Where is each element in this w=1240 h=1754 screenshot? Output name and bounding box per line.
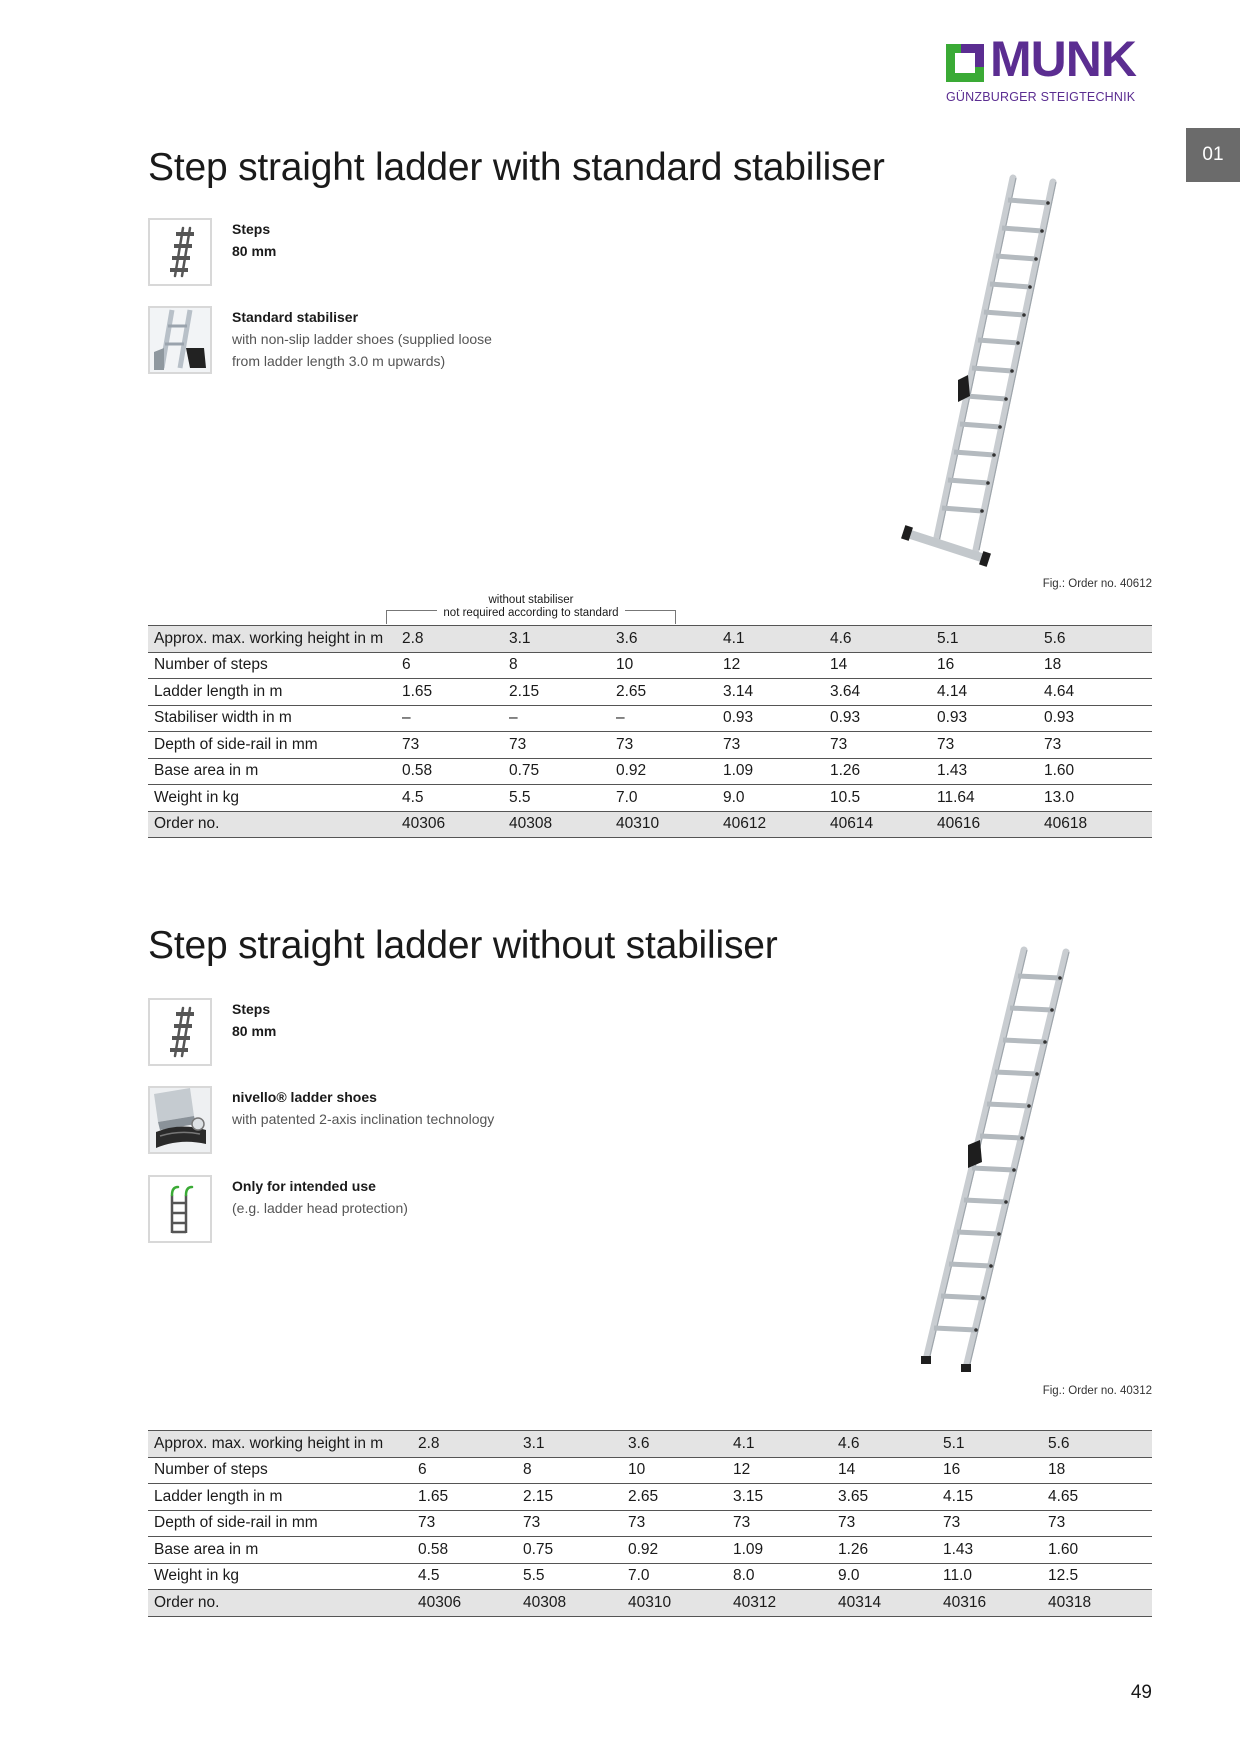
row-label: Depth of side-rail in mm (148, 732, 396, 759)
table-cell: 4.65 (1042, 1484, 1152, 1511)
feature-intended-use (148, 1175, 568, 1247)
table-row (148, 1590, 1152, 1617)
table-cell: 8.0 (727, 1563, 832, 1590)
table-cell: 5.1 (931, 626, 1038, 653)
row-label: Weight in kg (148, 785, 396, 812)
row-label: Order no. (148, 1590, 412, 1617)
table-cell: 73 (396, 732, 503, 759)
table-row (148, 705, 1152, 732)
table-cell: 4.6 (832, 1431, 937, 1458)
row-label: Approx. max. working height in m (148, 1431, 412, 1458)
table-cell: 12.5 (1042, 1563, 1152, 1590)
table-cell: 12 (717, 652, 824, 679)
row-label: Approx. max. working height in m (148, 626, 396, 653)
table-cell: 10 (622, 1457, 727, 1484)
table-cell: 7.0 (622, 1563, 727, 1590)
munk-logo-icon (946, 44, 984, 82)
table-cell: 40318 (1042, 1590, 1152, 1617)
table-cell: – (396, 705, 503, 732)
table-row (148, 1457, 1152, 1484)
table-cell: 2.65 (622, 1484, 727, 1511)
table-cell: 0.93 (931, 705, 1038, 732)
feature-text: with non-slip ladder shoes (supplied loose from ladder length 3.0 m upwards) (232, 331, 492, 369)
table-cell: – (610, 705, 717, 732)
table-cell: 3.14 (717, 679, 824, 706)
table-cell: 1.65 (412, 1484, 517, 1511)
table-cell: 11.64 (931, 785, 1038, 812)
table-cell: 1.65 (396, 679, 503, 706)
table-cell: 3.1 (503, 626, 610, 653)
table-cell: 40306 (396, 811, 503, 838)
table-cell: 40614 (824, 811, 931, 838)
table-cell: 2.65 (610, 679, 717, 706)
feature-steps (148, 998, 568, 1070)
row-label: Order no. (148, 811, 396, 838)
spec-table-with-stabiliser (148, 625, 1152, 838)
row-label: Depth of side-rail in mm (148, 1510, 412, 1537)
table-cell: 0.93 (717, 705, 824, 732)
table-cell: 1.09 (727, 1537, 832, 1564)
table-cell: 3.6 (622, 1431, 727, 1458)
table-cell: 73 (717, 732, 824, 759)
table-cell: 13.0 (1038, 785, 1152, 812)
table-cell: 4.14 (931, 679, 1038, 706)
ladder-head-icon (148, 1175, 212, 1243)
table-cell: 9.0 (832, 1563, 937, 1590)
table-cell: 73 (517, 1510, 622, 1537)
table-cell: 5.6 (1042, 1431, 1152, 1458)
table-cell: 4.1 (717, 626, 824, 653)
feature-title: Only for intended use (232, 1178, 376, 1194)
row-label: Number of steps (148, 652, 396, 679)
table-cell: 10.5 (824, 785, 931, 812)
table-cell: 4.5 (412, 1563, 517, 1590)
table-cell: 14 (832, 1457, 937, 1484)
feature-text: with patented 2-axis inclination technology (232, 1111, 495, 1127)
table-cell: 9.0 (717, 785, 824, 812)
table-row (148, 758, 1152, 785)
row-label: Ladder length in m (148, 1484, 412, 1511)
table-cell: 73 (832, 1510, 937, 1537)
table-cell: 73 (412, 1510, 517, 1537)
ladder-shoe-icon (148, 1086, 212, 1154)
table-cell: 4.1 (727, 1431, 832, 1458)
ladder-without-stabiliser-image (906, 940, 1086, 1380)
table-cell: 2.8 (412, 1431, 517, 1458)
table-cell: 73 (937, 1510, 1042, 1537)
table-cell: 6 (412, 1457, 517, 1484)
brand-name: MUNK (990, 31, 1136, 87)
table-row (148, 679, 1152, 706)
table-cell: 40310 (610, 811, 717, 838)
table-cell: 5.6 (1038, 626, 1152, 653)
table-cell: 0.93 (1038, 705, 1152, 732)
feature-text: 80 mm (232, 243, 277, 259)
table-row (148, 811, 1152, 838)
feature-title: Steps (232, 221, 271, 237)
table-cell: 2.8 (396, 626, 503, 653)
table-cell: 16 (931, 652, 1038, 679)
table-row (148, 785, 1152, 812)
row-label: Number of steps (148, 1457, 412, 1484)
chapter-tab[interactable]: 01 (1186, 128, 1240, 182)
table-cell: 3.64 (824, 679, 931, 706)
feature-text: 80 mm (232, 1023, 277, 1039)
table-row (148, 1563, 1152, 1590)
feature-stabiliser (148, 306, 568, 398)
table-cell: 8 (517, 1457, 622, 1484)
table-cell: 73 (824, 732, 931, 759)
table-cell: 73 (503, 732, 610, 759)
section-title: Step straight ladder with standard stabiliser (148, 146, 885, 189)
table-cell: 3.1 (517, 1431, 622, 1458)
feature-title: Standard stabiliser (232, 309, 359, 325)
table-cell: 5.5 (517, 1563, 622, 1590)
table-cell: 6 (396, 652, 503, 679)
table-cell: 40308 (503, 811, 610, 838)
figure-caption: Fig.: Order no. 40312 (1042, 1385, 1152, 1397)
steps-icon (148, 998, 212, 1066)
table-cell: 40316 (937, 1590, 1042, 1617)
table-cell: 73 (622, 1510, 727, 1537)
munk-logo (946, 31, 1152, 108)
row-label: Stabiliser width in m (148, 705, 396, 732)
table-cell: 12 (727, 1457, 832, 1484)
table-cell: 0.58 (396, 758, 503, 785)
table-row (148, 1484, 1152, 1511)
bracket-note-line2: not required according to standard (386, 607, 676, 620)
table-cell: 40618 (1038, 811, 1152, 838)
table-cell: 2.15 (517, 1484, 622, 1511)
table-cell: – (503, 705, 610, 732)
feature-steps (148, 218, 568, 290)
page-number: 49 (1130, 1682, 1152, 1703)
table-cell: 1.43 (937, 1537, 1042, 1564)
table-cell: 73 (1042, 1510, 1152, 1537)
table-cell: 5.1 (937, 1431, 1042, 1458)
table-cell: 0.92 (610, 758, 717, 785)
table-row (148, 626, 1152, 653)
table-row (148, 732, 1152, 759)
table-cell: 4.6 (824, 626, 931, 653)
feature-ladder-shoes (148, 1086, 568, 1158)
table-cell: 11.0 (937, 1563, 1042, 1590)
table-cell: 4.15 (937, 1484, 1042, 1511)
table-cell: 3.15 (727, 1484, 832, 1511)
ladder-with-stabiliser-image (896, 170, 1096, 570)
table-cell: 1.60 (1042, 1537, 1152, 1564)
table-cell: 40308 (517, 1590, 622, 1617)
table-cell: 5.5 (503, 785, 610, 812)
table-cell: 40306 (412, 1590, 517, 1617)
stabiliser-icon (148, 306, 212, 374)
table-cell: 2.15 (503, 679, 610, 706)
table-cell: 0.75 (503, 758, 610, 785)
bracket-note (386, 594, 676, 624)
table-cell: 0.75 (517, 1537, 622, 1564)
table-cell: 7.0 (610, 785, 717, 812)
table-cell: 1.26 (824, 758, 931, 785)
row-label: Ladder length in m (148, 679, 396, 706)
steps-icon (148, 218, 212, 286)
table-cell: 4.5 (396, 785, 503, 812)
table-cell: 3.6 (610, 626, 717, 653)
table-cell: 73 (727, 1510, 832, 1537)
table-cell: 73 (931, 732, 1038, 759)
table-row (148, 1537, 1152, 1564)
table-cell: 18 (1042, 1457, 1152, 1484)
table-cell: 1.26 (832, 1537, 937, 1564)
table-cell: 1.60 (1038, 758, 1152, 785)
table-row (148, 1431, 1152, 1458)
table-cell: 40314 (832, 1590, 937, 1617)
feature-text: (e.g. ladder head protection) (232, 1200, 408, 1216)
table-cell: 0.58 (412, 1537, 517, 1564)
table-cell: 8 (503, 652, 610, 679)
spec-table-without-stabiliser (148, 1430, 1152, 1617)
feature-title: nivello® ladder shoes (232, 1089, 377, 1105)
table-cell: 1.43 (931, 758, 1038, 785)
bracket-note-line1: without stabiliser (386, 594, 676, 607)
row-label: Base area in m (148, 758, 396, 785)
table-row (148, 1510, 1152, 1537)
row-label: Weight in kg (148, 1563, 412, 1590)
table-cell: 16 (937, 1457, 1042, 1484)
brand-subtitle: GÜNZBURGER STEIGTECHNIK (946, 90, 1136, 104)
table-cell: 40616 (931, 811, 1038, 838)
table-cell: 14 (824, 652, 931, 679)
feature-title: Steps (232, 1001, 271, 1017)
table-cell: 0.92 (622, 1537, 727, 1564)
table-cell: 3.65 (832, 1484, 937, 1511)
table-cell: 40310 (622, 1590, 727, 1617)
table-cell: 40312 (727, 1590, 832, 1617)
table-cell: 4.64 (1038, 679, 1152, 706)
table-cell: 18 (1038, 652, 1152, 679)
table-cell: 40612 (717, 811, 824, 838)
figure-caption: Fig.: Order no. 40612 (1042, 578, 1152, 590)
section-title: Step straight ladder without stabiliser (148, 924, 778, 967)
table-cell: 0.93 (824, 705, 931, 732)
table-cell: 73 (1038, 732, 1152, 759)
row-label: Base area in m (148, 1537, 412, 1564)
table-row (148, 652, 1152, 679)
table-cell: 73 (610, 732, 717, 759)
table-cell: 1.09 (717, 758, 824, 785)
table-cell: 10 (610, 652, 717, 679)
